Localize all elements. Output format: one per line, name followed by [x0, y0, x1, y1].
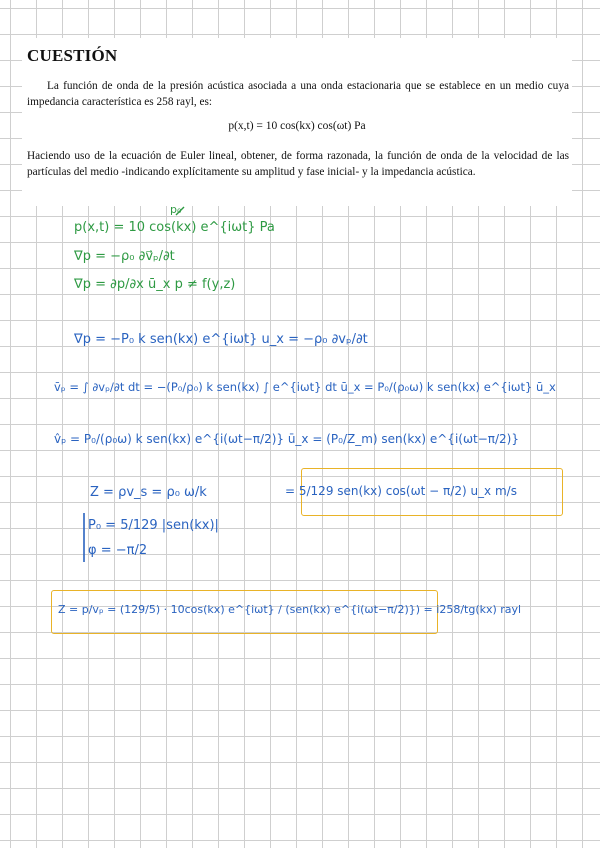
- handwritten-line-1: p(x,t) = 10 cos(kx) e^{iωt} Pa: [74, 220, 275, 235]
- handwritten-line-4: ∇p = −P₀ k sen(kx) e^{iωt} u_x = −ρ₀ ∂vₚ/∂t: [74, 332, 368, 347]
- handwritten-line-7a: Z = ρv_s = ρ₀ ω/k: [90, 485, 207, 500]
- handwritten-line-6: v̂ₚ = P₀/(ρ₀ω) k sen(kx) e^{i(ωt−π/2)} ū_x = (P₀/Z_m) sen(kx) e^{i(ωt−π/2)}: [54, 432, 519, 446]
- problem-paragraph-2: Haciendo uso de la ecuación de Euler lineal, obtener, de forma razonada, la función de onda de la velocidad de las partículas del medio -indicando explícitamente su amplitud y fase inicial- y la impedancia acústica.: [27, 150, 569, 178]
- handwritten-phase: φ = −π/2: [88, 543, 148, 558]
- handwritten-line-7b: = 5/129 sen(kx) cos(ωt − π/2) u_x m/s: [285, 484, 517, 498]
- pressure-equation: p(x,t) = 10 cos(kx) cos(ωt) Pa: [228, 120, 366, 132]
- handwritten-p0-note: p₀: [170, 203, 182, 216]
- page-title: CUESTIÓN: [27, 46, 118, 65]
- handwritten-line-5: v̄ₚ = ∫ ∂vₚ/∂t dt = −(P₀/ρ₀) k sen(kx) ∫ e^{iωt} dt ū_x = P₀/(ρ₀ω) k sen(kx) e^{iωt} ū_x: [54, 380, 556, 394]
- handwritten-line-10: Z = p/vₚ = (129/5) · 10cos(kx) e^{iωt} / (sen(kx) e^{i(ωt−π/2)}) = i258/tg(kx) rayl: [58, 603, 522, 616]
- problem-paragraph-1: La función de onda de la presión acústica asociada a una onda estacionaria que se establece en un medio cuya impedancia característica es 258 rayl, es:: [27, 80, 569, 108]
- handwritten-amplitude: P₀ = 5/129 |sen(kx)|: [88, 518, 219, 533]
- handwritten-line-2: ∇p = −ρ₀ ∂v⃗ₚ/∂t: [74, 249, 175, 264]
- p0-arrow: [176, 207, 184, 215]
- handwritten-line-3: ∇p = ∂p/∂x ū_x p ≠ f(y,z): [74, 277, 236, 292]
